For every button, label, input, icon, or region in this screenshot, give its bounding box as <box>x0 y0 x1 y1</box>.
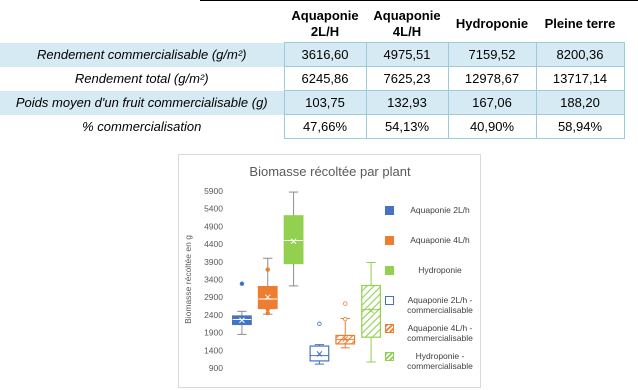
box-outlier-point <box>266 287 270 291</box>
box-outlier-point <box>240 282 244 286</box>
row-label: Rendement total (g/m²) <box>74 71 209 86</box>
table-cell: 13717,14 <box>536 67 624 91</box>
y-tick-label: 5400 <box>204 203 223 214</box>
header-corner <box>0 6 284 43</box>
legend-label: Aquaponie 4L/h - commercialisable <box>407 323 473 343</box>
legend-item <box>385 265 481 275</box>
legend-label: Aquaponie 2L/h <box>410 205 470 215</box>
table-cell: 54,13% <box>366 115 448 139</box>
legend-item <box>385 323 481 343</box>
legend-item <box>385 235 481 245</box>
table-cell: 47,66% <box>284 115 366 139</box>
table-cell: 4975,51 <box>366 43 448 67</box>
box-outlier-point <box>318 322 322 326</box>
legend-swatch <box>385 236 394 245</box>
y-tick-label: 4900 <box>204 221 223 232</box>
table-cell: 8200,36 <box>536 43 624 67</box>
table-cell: 3616,60 <box>284 43 366 67</box>
legend-swatch <box>385 296 394 305</box>
column-header: Hydroponie <box>455 16 529 31</box>
y-tick-label: 5900 <box>204 186 223 196</box>
table-cell: 7625,23 <box>366 67 448 91</box>
legend-label: Hydroponie <box>418 265 462 275</box>
legend-label: Aquaponie 4L/h <box>410 235 470 245</box>
legend-swatch <box>385 206 394 215</box>
legend-swatch <box>385 266 394 275</box>
legend-item <box>385 295 481 315</box>
table-row <box>0 115 624 139</box>
legend-item <box>385 205 481 215</box>
legend-swatch <box>385 324 394 333</box>
column-header: Aquaponie 4L/H <box>373 8 441 39</box>
y-tick-label: 4400 <box>204 239 223 250</box>
y-tick-label: 1900 <box>204 327 223 338</box>
y-axis-label: Biomasse récoltée en g <box>183 235 193 324</box>
box-outlier-point <box>343 302 347 306</box>
table-cell: 132,93 <box>366 91 448 115</box>
y-tick-label: 900 <box>208 363 223 373</box>
table-cell: 167,06 <box>448 91 536 115</box>
box-body <box>362 286 381 338</box>
table-cell: 40,90% <box>448 115 536 139</box>
box-outlier-point <box>266 307 270 311</box>
legend-swatch <box>385 352 394 361</box>
legend-label: Aquaponie 2L/h - commercialisable <box>407 295 473 315</box>
y-tick-label: 2900 <box>204 292 223 303</box>
table-row <box>0 91 624 115</box>
table-header-row <box>0 6 624 43</box>
y-tick-label: 3400 <box>204 274 223 285</box>
y-tick-label: 3900 <box>204 256 223 267</box>
legend-label: Hydroponie - commercialisable <box>407 351 473 371</box>
top-border-line <box>200 0 638 1</box>
legend-item <box>385 351 481 371</box>
box-body <box>284 216 303 264</box>
box-outlier-point <box>343 317 347 321</box>
results-table <box>0 6 625 139</box>
row-label: Rendement commercialisable (g/m²) <box>0 43 284 67</box>
row-label: % commercialisation <box>82 119 202 134</box>
column-header: Pleine terre <box>544 16 616 31</box>
table-cell: 7159,52 <box>448 43 536 67</box>
chart-title: Biomasse récoltée par plant <box>249 164 411 179</box>
table-row <box>0 43 624 67</box>
table-cell: 58,94% <box>536 115 624 139</box>
y-tick-label: 2400 <box>204 309 223 320</box>
y-tick-label: 1400 <box>204 345 223 356</box>
table-cell: 6245,86 <box>284 67 366 91</box>
table-cell: 188,20 <box>536 91 624 115</box>
row-label: Poids moyen d'un fruit commercialisable (g) <box>0 91 284 115</box>
table-row <box>0 67 624 91</box>
box-outlier-point <box>266 268 270 272</box>
table-cell: 12978,67 <box>448 67 536 91</box>
box-outlier-point <box>266 311 270 315</box>
table-cell: 103,75 <box>284 91 366 115</box>
column-header: Aquaponie 2L/H <box>291 8 359 39</box>
